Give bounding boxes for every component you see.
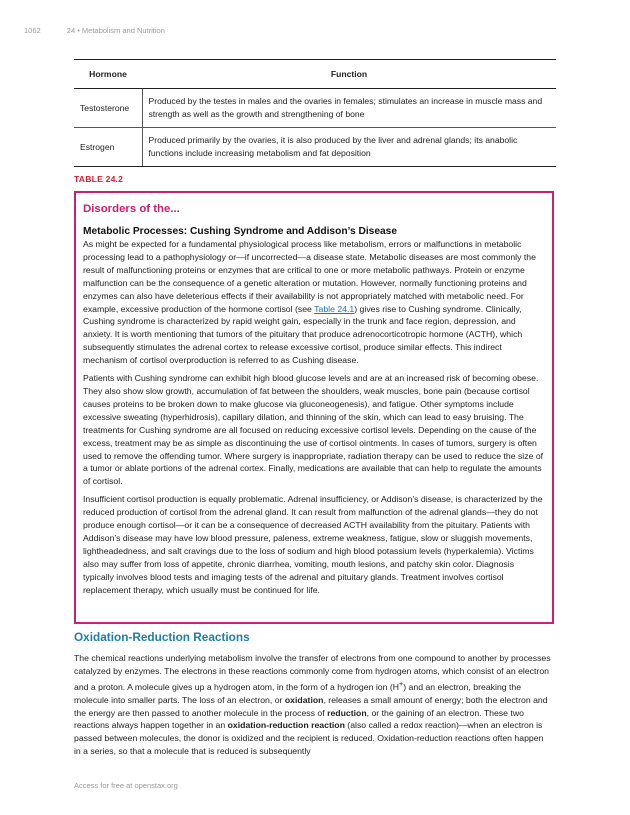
table-24-1-link[interactable]: Table 24.1: [314, 303, 355, 314]
feature-title: Disorders of the...: [83, 203, 180, 215]
function-cell: Produced primarily by the ovaries, it is also produced by the liver and adrenal glands; its anabolic functions include increasing metabolism and fat deposition: [142, 128, 556, 167]
feature-paragraph: Patients with Cushing syndrome can exhibit high blood glucose levels and are at an increased risk of becoming obese. They also show slow growth, accumulation of fat between the shoulders, weak muscles, bone pain (because cortisol causes proteins to be broken down to make glucose via gluconeogenesis), and fatigue. Other symptoms include excessive sweating (hyperhidrosis), capillary dilation, and thinning of the skin, which can lead to easy bruising. The treatments for Cushing syndrome are all focused on reducing excessive cortisol levels. Depending on the cause of the excess, treatment may be as simple as discontinuing the use of cortisol ointments. In cases of tumors, surgery is often used to remove the offending tumor. Where surgery is inappropriate, radiation therapy can be used to reduce the size of a tumor or ablate portions of the adrenal cortex. Finally, medications are available that can help to regulate the amounts of cortisol.: [83, 373, 544, 487]
table-row: [74, 128, 556, 167]
table-header-row: [74, 60, 556, 89]
column-header-hormone: Hormone: [74, 60, 142, 89]
paragraph-text: , or the gaining of an electron. These two reactions always happen together in an: [74, 707, 524, 731]
feature-subtitle: Metabolic Processes: Cushing Syndrome and Addison’s Disease: [83, 226, 398, 237]
chapter-title: 24 • Metabolism and Nutrition: [66, 26, 165, 35]
term-oxidation-reduction-reaction: oxidation-reduction reaction: [227, 720, 345, 731]
hormone-table: [74, 59, 556, 167]
paragraph-text: ) and an electron, breaking the molecule into smaller parts. The loss of an electron, or: [74, 681, 522, 705]
feature-paragraph: [83, 238, 545, 367]
table-label: TABLE 24.2: [74, 174, 124, 184]
paragraph-text: As might be expected for a fundamental physiological process like metabolism, errors or malfunctions in metabolic processing lead to a pathophysiology or—if uncorrected—a disease state. Metabolic diseases are most commonly the result of malfunctioning proteins or enzymes that are critical to one or more metabolic pathways. Protein or enzyme malfunction can be the consequence of a genetic alteration or mutation. However, normally functioning proteins and enzymes can also have deleterious effects if their availability is not appropriately matched with metabolic need. For example, excessive production of the hormone cortisol (see: [83, 239, 536, 314]
page-footer: Access for free at openstax.org: [74, 781, 178, 790]
term-reduction: reduction: [327, 707, 367, 718]
paragraph-text: The chemical reactions underlying metabolism involve the transfer of electrons from one compound to another by processes catalyzed by enzymes. The electrons in these reactions commonly come from hydrogen atoms, which consist of an electron and a proton. A molecule gives up a hydrogen atom, in the form of a hydrogen ion (H: [74, 653, 551, 692]
term-oxidation: oxidation: [284, 694, 324, 705]
paragraph-text: ) gives rise to Cushing syndrome. Clinically, Cushing syndrome is characterized by rapid weight gain, especially in the trunk and face region, depression, and anxiety. It is worth mentioning that tumors of the pituitary that produce adrenocorticotropic hormone (ACTH), which subsequently stimulates the adrenal cortex to release excessive cortisol, produce similar effects. This indirect mechanism of cortisol overproduction is referred to as Cushing disease.: [83, 303, 523, 366]
superscript-plus: +: [399, 678, 404, 688]
function-cell: Produced by the testes in males and the ovaries in females; stimulates an increase in muscle mass and strength as well as the growth and strengthening of bone: [142, 89, 556, 128]
paragraph-text: , releases a small amount of energy; both the electron and the energy are then passed to another molecule in the process of: [74, 694, 548, 718]
running-header: [24, 26, 165, 35]
hormone-cell: Testosterone: [74, 89, 142, 128]
page-number: 1062: [24, 26, 41, 35]
table-row: [74, 89, 556, 128]
feature-paragraph: Insufficient cortisol production is equally problematic. Adrenal insufficiency, or Addison’s disease, is characterized by the reduced production of cortisol from the adrenal gland. It can result from malfunction of the adrenal glands—they do not produce enough cortisol—or it can be a consequence of decreased ACTH availability from the pituitary. Patients with Addison’s disease may have low blood pressure, paleness, extreme weakness, fatigue, slow or sluggish movements, lightheadedness, and salt cravings due to the loss of sodium and high blood potassium levels (hyperkalemia). Victims also may suffer from loss of appetite, chronic diarrhea, vomiting, mouth lesions, and patchy skin color. Diagnosis typically involves blood tests and imaging tests of the adrenal and pituitary glands. Treatment involves cortisol replacement therapy, which usually must be continued for life.: [83, 494, 543, 595]
column-header-function: Function: [142, 60, 556, 89]
disorders-feature-box: [74, 191, 554, 624]
paragraph-text: (also called a redox reaction)—when an electron is passed between molecules, the donor is oxidized and the recipient is reduced. Oxidation-reduction reactions often happen in a series, so that a molecule that is reduced is subsequently: [74, 720, 544, 757]
section-heading: Oxidation-Reduction Reactions: [74, 630, 250, 644]
hormone-cell: Estrogen: [74, 128, 142, 167]
section-paragraph: [74, 652, 552, 758]
